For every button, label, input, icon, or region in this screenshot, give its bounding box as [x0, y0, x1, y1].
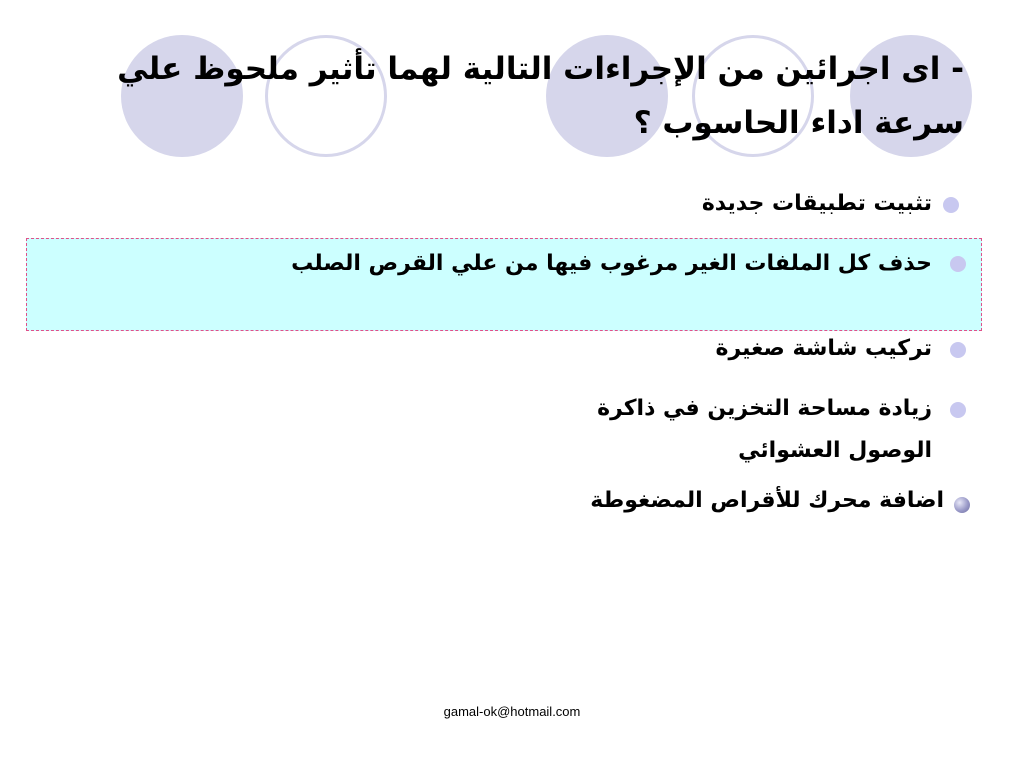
round-bullet-icon [943, 197, 959, 213]
footer-email: gamal-ok@hotmail.com [443, 704, 581, 719]
round-bullet-icon [950, 342, 966, 358]
sphere-bullet-icon [954, 497, 970, 513]
option-item-highlighted: حذف كل الملفات الغير مرغوب فيها من علي القرص الصلب [291, 251, 932, 276]
option-item: تركيب شاشة صغيرة [715, 336, 932, 361]
round-bullet-icon [950, 256, 966, 272]
slide-title: - اى اجرائين من الإجراءات التالية لهما تأثير ملحوظ علي سرعة اداء الحاسوب ؟ [117, 51, 964, 141]
round-bullet-icon [950, 402, 966, 418]
option-item: تثبيت تطبيقات جديدة [701, 191, 932, 216]
option-item: اضافة محرك للأقراص المضغوطة [590, 488, 944, 513]
option-item: زيادة مساحة التخزين في ذاكرة الوصول العشوائي [597, 396, 932, 463]
